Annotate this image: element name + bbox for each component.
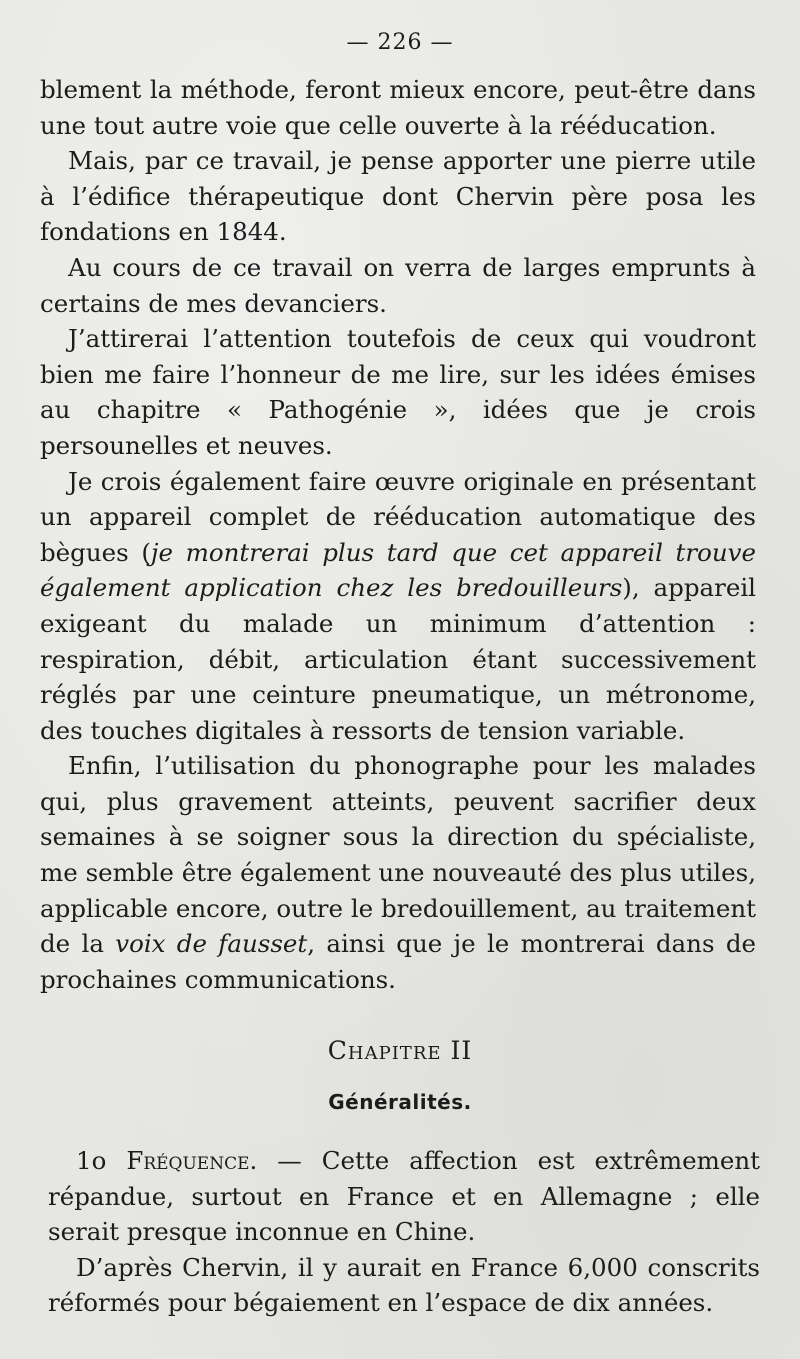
section-label: Fréquence xyxy=(126,1146,250,1175)
paragraph: Mais, par ce travail, je pense apporter une pierre utile à l’édifice thérapeutique dont Chervin père posa les fondations en 1844. xyxy=(40,146,756,247)
page-number: — 226 — xyxy=(346,30,454,55)
paragraph-text: . — Cette affection est extrêmement répandue, surtout en France et en Allemagne ; elle serait presque inconnue en Chine. xyxy=(48,1146,760,1247)
chapter-heading: Chapitre II xyxy=(327,1036,473,1065)
italic-aside: je montrerai plus tard que cet appareil trouve également application chez les bredouilleurs xyxy=(40,537,756,603)
paragraph xyxy=(48,1143,760,1250)
paragraph: Au cours de ce travail on verra de larges emprunts à certains de mes devanciers. xyxy=(40,252,756,318)
italic-term: voix de fausset xyxy=(115,929,308,959)
paragraph-text: Enfin, l’utilisation du phonographe pour les malades qui, plus gravement atteints, peuvent sacrifier deux semaines à se soigner sous la direction du spécialiste, me semble être également une nouveauté des plus utiles, applicable encore, outre le bredouillement, au traitement de la xyxy=(40,751,756,959)
paragraph: blement la méthode, feront mieux encore, peut-être dans une tout autre voie que celle ouverte à la rééducation. xyxy=(40,75,756,140)
body-text-bottom xyxy=(48,1143,760,1321)
paragraph-text: ), appareil exigeant du malade un minimum d’attention : respiration, débit, articulation étant successivement réglés par une ceinture pneumatique, un métronome, des touches digitales à ressorts de tension variable. xyxy=(40,573,756,745)
body-text-top xyxy=(40,72,756,997)
paragraph xyxy=(40,748,756,997)
paragraph xyxy=(40,464,756,749)
section-number: 1o xyxy=(76,1146,127,1175)
paragraph-text: Je crois également faire œuvre originale en présentant un appareil complet de rééducation automatique des bègues ( xyxy=(40,466,756,567)
paragraph: D’après Chervin, il y aurait en France 6,000 conscrits réformés pour bégaiement en l’espace de dix années. xyxy=(48,1252,760,1318)
paragraph: J’attirerai l’attention toutefois de ceux qui voudront bien me faire l’honneur de me lire, sur les idées émises au chapitre « Pathogénie », idées que je crois persounelles et neuves. xyxy=(40,324,756,460)
paragraph-text: , ainsi que je le montrerai dans de prochaines communications. xyxy=(40,929,757,994)
section-heading: Généralités. xyxy=(328,1090,472,1114)
